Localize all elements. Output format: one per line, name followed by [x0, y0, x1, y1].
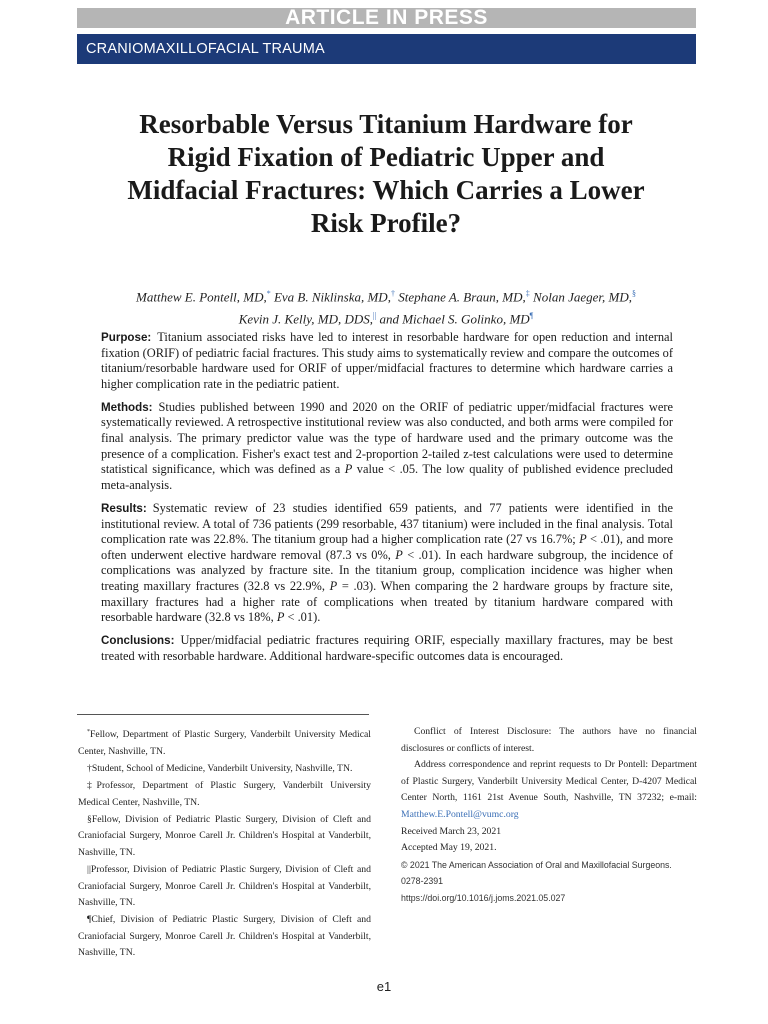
results-text: = .03). When comparing the 2 hardware groups by fracture site, maxillary fractures had a higher rate of complications when treated by titanium hardware compared with resorbable hardware (32.8 vs 18%, — [101, 578, 673, 625]
affiliation-mark[interactable]: ¶ — [529, 311, 534, 321]
accepted-date: Accepted May 19, 2021. — [401, 842, 497, 854]
affiliation-mark[interactable]: ‡ — [525, 289, 530, 298]
correspondence-address — [401, 757, 697, 823]
issn: 0278-2391 — [401, 876, 444, 887]
footnote — [78, 724, 371, 760]
author-name: Kevin J. Kelly, MD, DDS, — [238, 311, 374, 327]
abstract-purpose — [101, 330, 673, 392]
p-symbol: P — [276, 610, 285, 625]
abstract — [101, 330, 673, 672]
footnote: ‡Professor, Department of Plastic Surgery, Vanderbilt University Medical Center, Nashville, TN. — [78, 780, 371, 808]
footnote: ||Professor, Division of Pediatric Plastic Surgery, Division of Cleft and Craniofacial Surgery, Monroe Carell Jr. Children's Hospital at Vanderbilt, Nashville, TN. — [78, 863, 371, 909]
article-title: Resorbable Versus Titanium Hardware for Rigid Fixation of Pediatric Upper and Midfacial Fractures: Which Carries a Lower Risk Profile? — [127, 109, 645, 238]
author-name: Nolan Jaeger, MD, — [533, 289, 632, 305]
page-number: e1 — [376, 979, 392, 994]
conflict-disclosure: Conflict of Interest Disclosure: The authors have no financial disclosures or conflicts of interest. — [401, 726, 697, 754]
section-header: CRANIOMAXILLOFACIAL TRAUMA — [77, 34, 696, 64]
conclusions-label: Conclusions: — [101, 634, 175, 648]
p-symbol: P — [329, 578, 338, 593]
p-symbol: P — [579, 532, 587, 547]
footnote-divider — [77, 714, 369, 715]
methods-label: Methods: — [101, 400, 153, 414]
copyright: © 2021 The American Association of Oral and Maxillofacial Surgeons. — [401, 859, 672, 870]
affiliation-mark[interactable]: || — [373, 311, 377, 321]
author-line-2 — [90, 306, 682, 328]
footnote: §Fellow, Division of Pediatric Plastic Surgery, Division of Cleft and Craniofacial Surgery, Monroe Carell Jr. Children's Hospital at Vanderbilt, Nashville, TN. — [78, 813, 371, 858]
affiliation-mark[interactable]: † — [390, 289, 395, 298]
address-text: Address correspondence and reprint requests to Dr Pontell: Department of Plastic Surgery, Vanderbilt University Medical Center, D-4207 Medical Center North, 1161 21st Avenue South, Nashville, TN 37232; e-mail: — [401, 759, 697, 804]
author-name: and Michael S. Golinko, MD — [379, 311, 530, 327]
conclusions-text: Upper/midfacial pediatric fractures requiring ORIF, especially maxillary fractures, may be best treated with resorbable hardware. Additional hardware-specific outcomes data is encouraged. — [101, 633, 673, 663]
affiliation-footnotes — [78, 724, 371, 963]
affiliation-mark[interactable]: § — [631, 289, 636, 298]
results-text: Systematic review of 23 studies identified 659 patients, and 77 patients were identified in the institutional review. A total of 736 patients (299 resorbable, 437 titanium) were included in the final analysis. Total complication rate was 22.8%. The titanium group had a higher complication rate (27 vs 16.7%; — [101, 500, 673, 547]
results-text: < .01). In each hardware subgroup, the incidence of complications was analyzed by fracture site. In the titanium group, complication incidence was higher when treating maxillary fractures (32.8 vs 22.9%, — [101, 547, 673, 593]
footnote-mark: * — [87, 729, 90, 735]
email-link[interactable]: Matthew.E.Pontell@vumc.org — [401, 808, 519, 820]
affiliation-mark[interactable]: * — [266, 289, 271, 298]
abstract-results — [101, 501, 673, 626]
author-line-1 — [90, 284, 682, 306]
doi-link[interactable]: https://doi.org/10.1016/j.joms.2021.05.027 — [401, 892, 566, 903]
article-in-press-banner: ARTICLE IN PRESS — [77, 8, 696, 28]
methods-text: Studies published between 1990 and 2020 on the ORIF of pediatric upper/midfacial fractures were systematically reviewed. A retrospective institutional review was also conducted, and both arms were compiled for final analysis. The primary predictor value was the type of hardware used and the primary outcome was the presence of a complication. Fisher's exact test and 2-proportion 2-tailed z-test calculations were used to determine statistical significance, which was defined as a — [101, 399, 673, 477]
footnote: ¶Chief, Division of Pediatric Plastic Surgery, Division of Cleft and Craniofacial Surgery, Monroe Carell Jr. Children's Hospital at Vanderbilt, Nashville, TN. — [78, 914, 371, 959]
results-text: < .01). — [284, 610, 321, 625]
footnote-text: Fellow, Department of Plastic Surgery, Vanderbilt University Medical Center, Nashville, TN. — [78, 729, 371, 757]
abstract-conclusions — [101, 633, 673, 664]
received-date: Received March 23, 2021 — [401, 825, 502, 837]
author-name: Stephane A. Braun, MD, — [398, 289, 526, 305]
methods-text: value < .05. The low quality of published evidence precluded meta-analysis. — [101, 462, 673, 492]
article-info-footnotes — [401, 724, 697, 907]
footnote: †Student, School of Medicine, Vanderbilt University, Nashville, TN. — [87, 762, 353, 774]
author-name: Eva B. Niklinska, MD, — [273, 289, 391, 305]
purpose-label: Purpose: — [101, 331, 152, 344]
p-symbol: P — [344, 462, 353, 477]
abstract-methods — [101, 400, 673, 494]
results-text: < .01), and more often underwent elective hardware removal (87.3 vs 0%, — [101, 532, 673, 562]
author-list — [90, 284, 682, 329]
purpose-text: Titanium associated risks have led to interest in resorbable hardware for open reduction and internal fixation (ORIF) of pediatric facial fractures. This study aims to systematically review and compare the outcomes of titanium/resorbable hardware used for ORIF of upper/midfacial fractures to determine which hardware carries a higher complication rate in the pediatric patient. — [101, 330, 673, 391]
results-label: Results: — [101, 501, 147, 515]
p-symbol: P — [395, 547, 403, 562]
author-name: Matthew E. Pontell, MD, — [136, 289, 267, 305]
